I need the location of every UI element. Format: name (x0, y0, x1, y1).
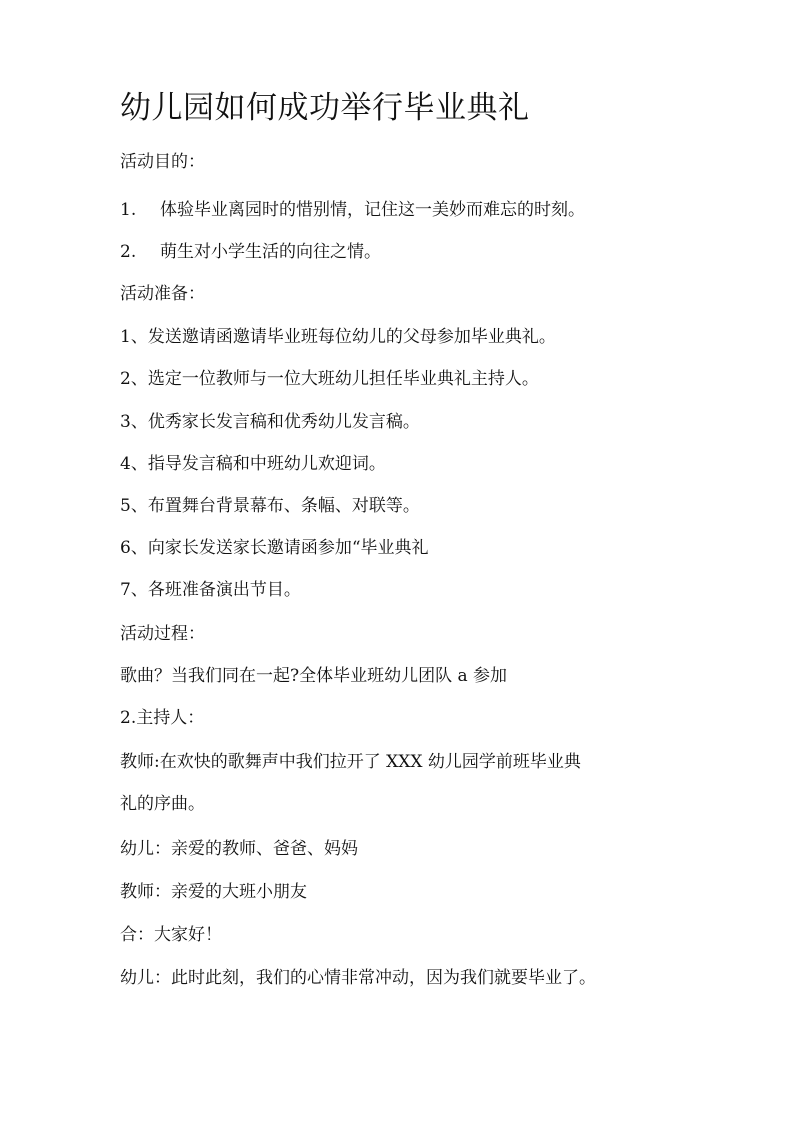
prep-item: 4、指导发言稿和中班幼儿欢迎词。 (120, 454, 386, 474)
purpose-item-text: 萌生对小学生活的向往之情。 (160, 242, 381, 262)
process-line: 歌曲？当我们同在一起?全体毕业班幼儿团队 a 参加 (120, 666, 508, 686)
purpose-heading: 活动目的： (120, 152, 205, 172)
prep-item: 3、优秀家长发言稿和优秀幼儿发言稿。 (120, 412, 420, 432)
process-line: 幼儿：此时此刻，我们的心情非常冲动，因为我们就要毕业了。 (120, 968, 596, 988)
prep-item: 2、选定一位教师与一位大班幼儿担任毕业典礼主持人。 (120, 369, 539, 389)
process-line: 教师:在欢快的歌舞声中我们拉开了 XXX 幼儿园学前班毕业典 (120, 752, 581, 772)
prep-item: 1、发送邀请函邀请毕业班每位幼儿的父母参加毕业典礼。 (120, 327, 556, 347)
purpose-item (120, 198, 585, 222)
purpose-item-number: 1. (120, 200, 137, 220)
prep-heading: 活动准备： (120, 284, 205, 304)
purpose-item-number: 2. (120, 242, 137, 262)
process-line: 教师：亲爱的大班小朋友 (120, 882, 307, 902)
prep-item: 7、各班准备演出节目。 (120, 580, 301, 600)
document-title: 幼儿园如何成功举行毕业典礼 (120, 90, 530, 126)
prep-item: 6、向家长发送家长邀请函参加“毕业典礼 (120, 538, 429, 558)
prep-item: 5、布置舞台背景幕布、条幅、对联等。 (120, 496, 420, 516)
process-line: 2.主持人： (120, 708, 205, 728)
process-heading: 活动过程： (120, 624, 205, 644)
purpose-item (120, 240, 381, 264)
purpose-item-text: 体验毕业离园时的惜别情，记住这一美妙而难忘的时刻。 (160, 200, 585, 220)
process-line: 幼儿：亲爱的教师、爸爸、妈妈 (120, 839, 358, 859)
process-line: 礼的序曲。 (120, 794, 205, 814)
process-line: 合：大家好！ (120, 925, 222, 945)
